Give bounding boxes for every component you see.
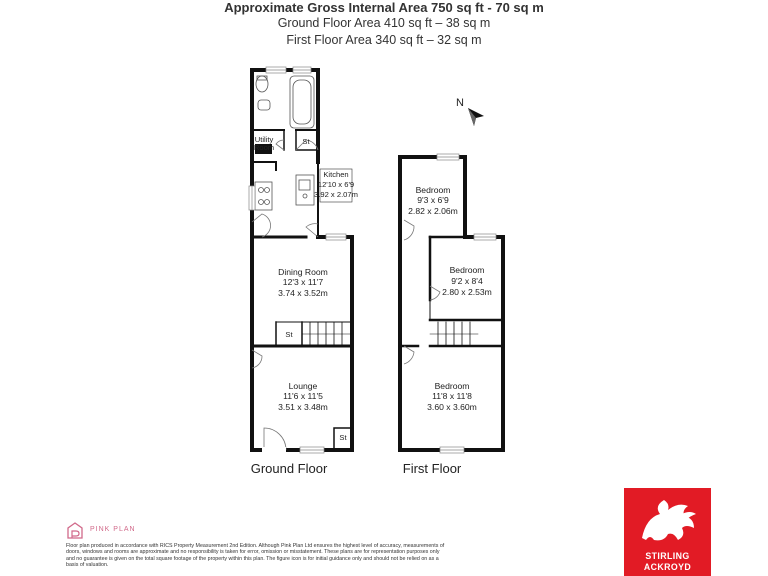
store-mid-label: St: [285, 330, 293, 339]
pink-plan-brand: PINK PLAN: [90, 526, 136, 533]
utility-label-2: Room: [253, 143, 275, 152]
kitchen-name: Kitchen: [323, 170, 349, 179]
bedroom-3-metric: 3.60 x 3.60m: [427, 402, 477, 412]
ground-floor-label: Ground Floor: [250, 461, 328, 476]
kitchen-fixtures: [255, 175, 314, 210]
bedroom-2-metric: 2.80 x 2.53m: [442, 287, 492, 297]
north-arrow-icon: [468, 108, 484, 126]
kitchen-metric: 3.92 x 2.07m: [314, 190, 358, 199]
agent-name-line2: ACKROYD: [643, 562, 692, 572]
bedroom-2-name: Bedroom: [449, 265, 485, 275]
griffin-icon: [624, 488, 711, 550]
bedroom-2-imperial: 9'2 x 8'4: [451, 276, 483, 286]
dining-room-name: Dining Room: [278, 267, 328, 277]
lounge-metric: 3.51 x 3.48m: [278, 402, 328, 412]
first-floor-label: First Floor: [402, 461, 462, 476]
agent-name-line1: STIRLING: [645, 551, 690, 561]
store-bottom-label: St: [339, 433, 347, 442]
utility-label-1: Utility: [254, 135, 274, 144]
bedroom-3-imperial: 11'8 x 11'8: [432, 391, 472, 401]
lounge-name: Lounge: [288, 381, 318, 391]
header-title: Approximate Gross Internal Area 750 sq ft - 70 sq m: [224, 0, 544, 15]
bedroom-3-name: Bedroom: [434, 381, 470, 391]
bedroom-1-imperial: 9'3 x 6'9: [417, 195, 449, 205]
ground-floor-area: Ground Floor Area 410 sq ft – 38 sq m: [277, 16, 491, 30]
kitchen-imperial: 12'10 x 6'9: [317, 180, 355, 189]
stirling-ackroyd-logo: [624, 488, 711, 576]
store-top-label: St: [302, 137, 310, 146]
bedroom-1-name: Bedroom: [415, 185, 451, 195]
first-doors: [404, 220, 440, 364]
disclaimer-text: Floor plan produced in accordance with RICS Property Measurement 2nd Edition. Although Pink Plan Ltd ensures the highest level of accuracy, measurements of doors, windows and rooms are approximate and no responsibility is taken for error, omission or misstatement. These plans are for representation purposes only and no guarantee is given on the total square footage of the property within this plan. The figure icon is for initial guidance only and should not be relied on as a basis of valuation.: [66, 543, 445, 569]
first-floor-area: First Floor Area 340 sq ft – 32 sq m: [286, 33, 482, 47]
bathroom-fixtures: [256, 76, 314, 128]
bedroom-1-metric: 2.82 x 2.06m: [408, 206, 458, 216]
pink-plan-logo-icon: [66, 522, 84, 545]
lounge-imperial: 11'6 x 11'5: [283, 391, 323, 401]
compass-label: N: [456, 97, 464, 109]
dining-room-imperial: 12'3 x 11'7: [282, 277, 324, 287]
dining-room-metric: 3.74 x 3.52m: [278, 288, 328, 298]
